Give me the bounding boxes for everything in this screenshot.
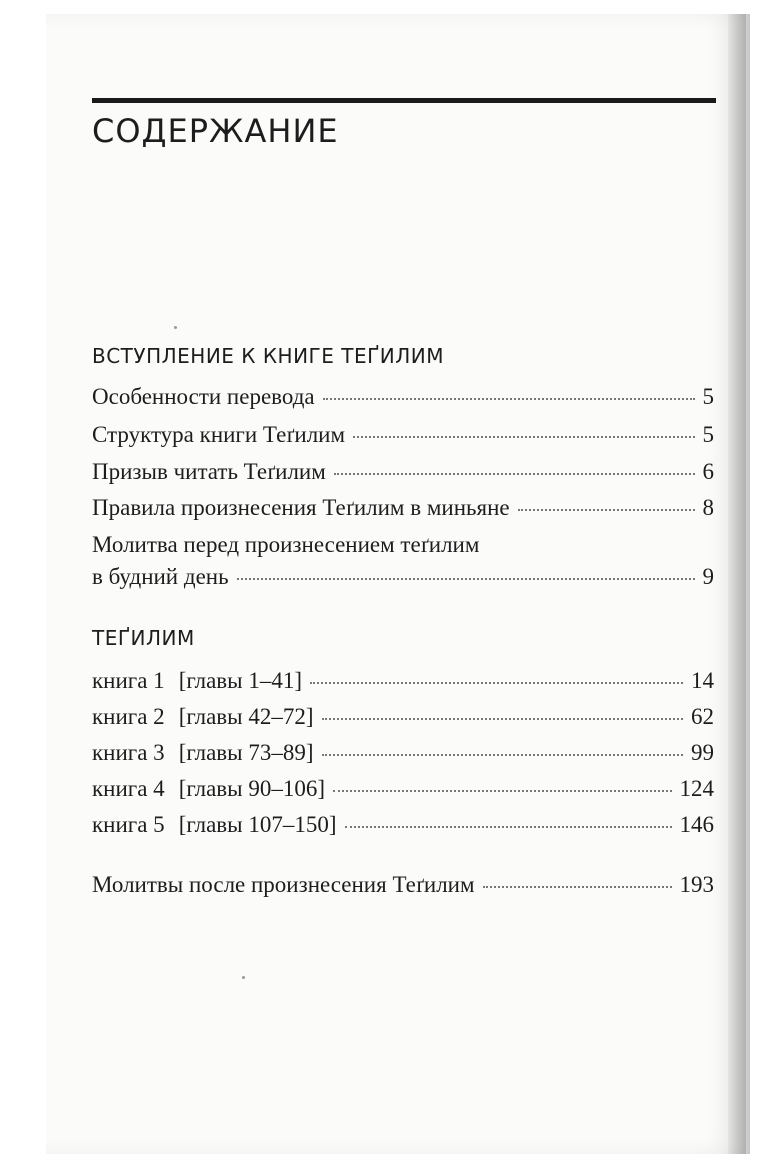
chapter-range: [главы 1–41] xyxy=(178,668,303,693)
toc-entry-page: 5 xyxy=(702,384,714,409)
toc-entry-label: в будний день xyxy=(92,564,229,589)
section-title-intro: ВСТУПЛЕНИЕ К КНИГЕ ТЕҐИЛИМ xyxy=(92,344,445,368)
toc-entry-label: Особенности перевода xyxy=(92,384,315,409)
toc-entry-page: 193 xyxy=(679,872,714,897)
chapter-range: [главы 90–106] xyxy=(178,776,326,801)
toc-entry-label: Структура книги Теґилим xyxy=(92,422,346,447)
toc-entry-label: Призыв читать Теґилим xyxy=(92,459,326,484)
toc-entry-page: 146 xyxy=(679,812,714,837)
toc-entry-page: 8 xyxy=(702,495,714,520)
page-edge-shadow xyxy=(728,14,750,1154)
toc-entry[interactable] xyxy=(92,560,714,594)
heading-rule xyxy=(92,98,716,103)
dot-leader xyxy=(353,436,694,438)
toc-entry[interactable] xyxy=(92,664,714,698)
print-speck xyxy=(242,976,245,979)
toc-entry[interactable] xyxy=(92,455,714,489)
toc-entry[interactable] xyxy=(92,772,714,806)
toc-entry-page: 124 xyxy=(679,776,714,801)
toc-entry[interactable] xyxy=(92,868,714,902)
toc-entry[interactable] xyxy=(92,808,714,842)
section-title-tehillim: ТЕҐИЛИМ xyxy=(92,626,195,650)
toc-entry[interactable] xyxy=(92,700,714,734)
print-speck xyxy=(174,326,177,329)
toc-entry-page: 9 xyxy=(702,564,714,589)
toc-entry-first-line[interactable]: Молитва перед произнесением теґилим xyxy=(92,532,480,557)
toc-entry[interactable] xyxy=(92,418,714,452)
page-title: СОДЕРЖАНИЕ xyxy=(92,112,339,150)
book-number: книга 5 xyxy=(92,812,165,837)
toc-entry[interactable] xyxy=(92,380,714,414)
dot-leader xyxy=(310,682,683,684)
chapter-range: [главы 73–89] xyxy=(178,740,314,765)
chapter-range: [главы 107–150] xyxy=(178,812,337,837)
dot-leader xyxy=(322,754,683,756)
dot-leader xyxy=(334,473,695,475)
dot-leader xyxy=(483,886,672,888)
book-number: книга 3 xyxy=(92,740,165,765)
book-number: книга 1 xyxy=(92,668,165,693)
toc-entry-label: Правила произнесения Теґилим в миньяне xyxy=(92,495,510,520)
toc-entry-page: 62 xyxy=(691,704,714,729)
toc-entry-page: 99 xyxy=(691,740,714,765)
toc-entry-page: 6 xyxy=(702,459,714,484)
dot-leader xyxy=(322,718,683,720)
book-number: книга 2 xyxy=(92,704,165,729)
toc-entry[interactable] xyxy=(92,736,714,770)
toc-entry-label: Молитвы после произнесения Теґилим xyxy=(92,872,475,897)
dot-leader xyxy=(345,826,672,828)
chapter-range: [главы 42–72] xyxy=(178,704,314,729)
toc-entry-page: 14 xyxy=(691,668,714,693)
book-number: книга 4 xyxy=(92,776,165,801)
dot-leader xyxy=(323,398,695,400)
dot-leader xyxy=(237,578,695,580)
dot-leader xyxy=(518,509,695,511)
toc-entry-page: 5 xyxy=(702,422,714,447)
toc-entry[interactable] xyxy=(92,491,714,525)
dot-leader xyxy=(333,790,671,792)
